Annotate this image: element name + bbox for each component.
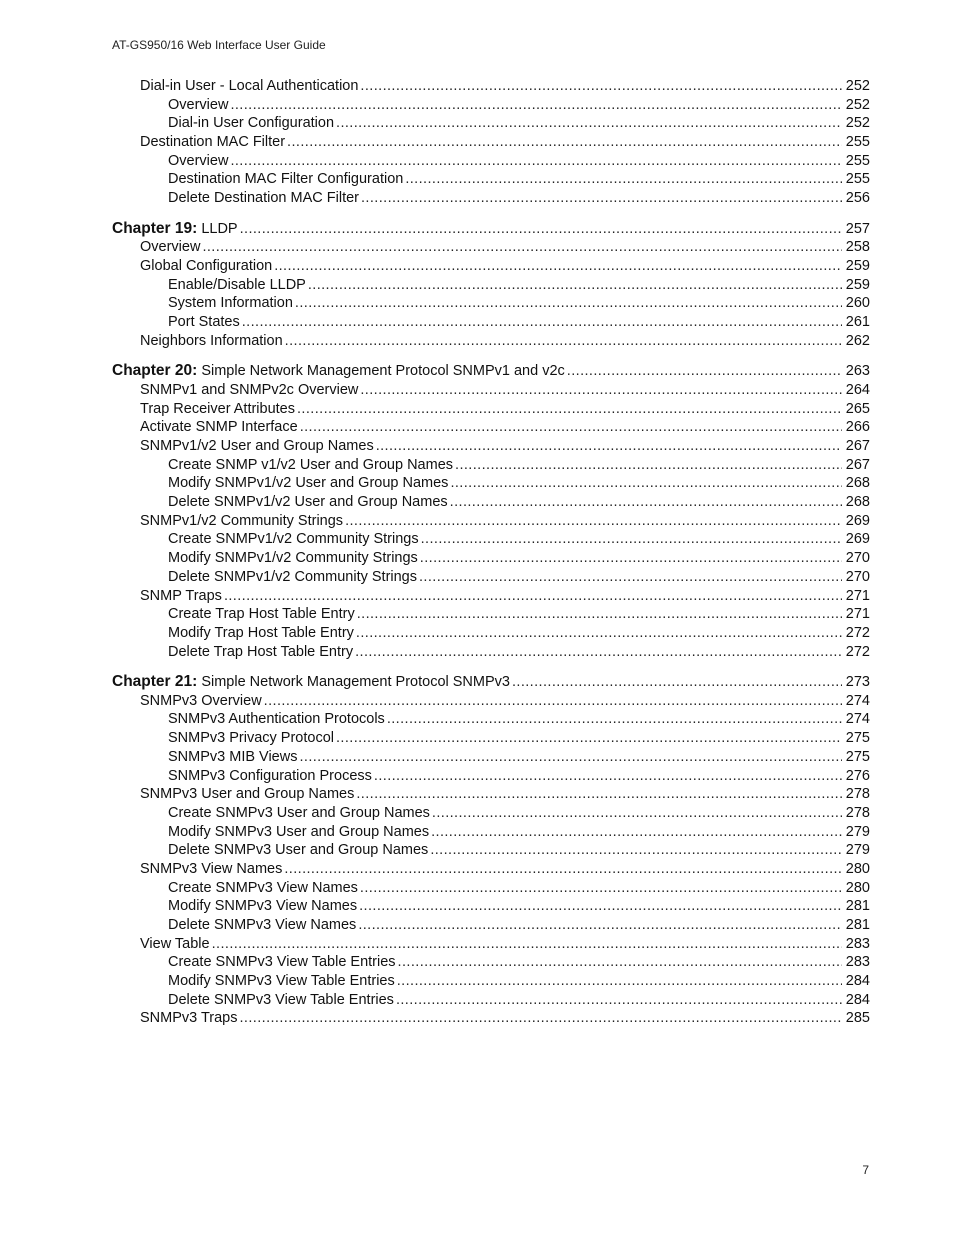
dot-leader xyxy=(405,171,842,187)
toc-section-entry[interactable] xyxy=(112,936,870,955)
entry-page-number: 262 xyxy=(845,332,870,349)
toc-subsection-entry[interactable] xyxy=(112,768,870,787)
dot-leader xyxy=(360,880,842,896)
entry-page-number: 266 xyxy=(845,419,870,436)
toc-subsection-entry[interactable] xyxy=(112,295,870,314)
entry-title: Delete SNMPv1/v2 User and Group Names xyxy=(168,494,448,511)
entry-page-number: 272 xyxy=(845,624,870,641)
chapter-title: Simple Network Management Protocol SNMPv3 xyxy=(201,674,510,691)
entry-page-number: 259 xyxy=(845,258,870,274)
entry-page-number: 284 xyxy=(845,991,870,1008)
dot-leader xyxy=(431,824,842,840)
entry-title: Trap Receiver Attributes xyxy=(140,400,295,417)
toc-subsection-entry[interactable] xyxy=(112,842,870,861)
page-number: 7 xyxy=(862,1163,869,1177)
entry-page-number: 252 xyxy=(845,78,870,94)
chapter-title: Simple Network Management Protocol SNMPv1 and v2c xyxy=(201,363,565,380)
dot-leader xyxy=(284,861,842,877)
entry-title: Dial-in User Configuration xyxy=(168,115,335,132)
entry-page-number: 270 xyxy=(845,550,870,567)
entry-title: Enable/Disable LLDP xyxy=(168,276,306,293)
dot-leader xyxy=(345,513,842,529)
entry-page-number: 252 xyxy=(845,96,870,113)
entry-page-number: 278 xyxy=(845,786,870,803)
dot-leader xyxy=(396,992,842,1008)
dot-leader xyxy=(299,749,842,765)
toc-chapter-block xyxy=(112,78,870,209)
chapter-number: Chapter 19: xyxy=(112,219,198,237)
dot-leader xyxy=(285,333,842,349)
entry-page-number: 272 xyxy=(845,643,870,660)
entry-title: Create SNMP v1/v2 User and Group Names xyxy=(168,456,454,473)
entry-page-number: 252 xyxy=(845,115,870,132)
entry-title: Delete SNMPv3 View Table Entries xyxy=(168,991,394,1008)
entry-page-number: 267 xyxy=(845,456,870,473)
toc-subsection-entry[interactable] xyxy=(112,625,870,644)
dot-leader xyxy=(230,97,842,113)
entry-page-number: 280 xyxy=(845,879,870,896)
toc-section-entry[interactable] xyxy=(112,258,870,277)
toc-section-entry[interactable] xyxy=(112,438,870,457)
dot-leader xyxy=(450,494,842,510)
dot-leader xyxy=(455,457,842,473)
entry-page-number: 255 xyxy=(845,134,870,151)
toc-subsection-entry[interactable] xyxy=(112,917,870,936)
toc-subsection-entry[interactable] xyxy=(112,898,870,917)
toc-section-entry[interactable] xyxy=(112,134,870,153)
entry-page-number: 260 xyxy=(845,295,870,312)
entry-title: Create SNMPv3 User and Group Names xyxy=(168,804,430,821)
entry-page-number: 259 xyxy=(845,276,870,293)
dot-leader xyxy=(242,314,842,330)
dot-leader xyxy=(264,693,842,709)
toc-subsection-entry[interactable] xyxy=(112,992,870,1011)
entry-page-number: 276 xyxy=(845,767,870,784)
dot-leader xyxy=(450,475,842,491)
entry-title: Delete SNMPv3 User and Group Names xyxy=(168,842,429,859)
entry-page-number: 283 xyxy=(845,935,870,952)
entry-page-number: 279 xyxy=(845,842,870,859)
toc-subsection-entry[interactable] xyxy=(112,550,870,569)
toc-subsection-entry[interactable] xyxy=(112,749,870,768)
entry-title: SNMPv3 MIB Views xyxy=(168,748,298,765)
entry-title: Port States xyxy=(168,314,240,331)
entry-title: SNMPv3 Configuration Process xyxy=(168,767,372,784)
toc-subsection-entry[interactable] xyxy=(112,880,870,899)
entry-page-number: 284 xyxy=(845,973,870,990)
entry-title: Create Trap Host Table Entry xyxy=(168,606,355,623)
toc-section-entry[interactable] xyxy=(112,78,870,97)
entry-title: SNMPv1 and SNMPv2c Overview xyxy=(140,381,359,398)
entry-title: SNMPv3 Authentication Protocols xyxy=(168,711,385,728)
entry-page-number: 268 xyxy=(845,475,870,492)
dot-leader xyxy=(202,239,842,255)
entry-page-number: 256 xyxy=(845,190,870,207)
toc-subsection-entry[interactable] xyxy=(112,606,870,625)
entry-title: SNMPv3 User and Group Names xyxy=(140,786,355,803)
toc-subsection-entry[interactable] xyxy=(112,153,870,172)
entry-page-number: 270 xyxy=(845,568,870,585)
running-header: AT-GS950/16 Web Interface User Guide xyxy=(112,38,326,52)
entry-title: Overview xyxy=(168,152,229,169)
entry-page-number: 275 xyxy=(845,748,870,765)
toc-subsection-entry[interactable] xyxy=(112,115,870,134)
entry-title: SNMPv3 Traps xyxy=(140,1010,238,1027)
entry-title: Delete Trap Host Table Entry xyxy=(168,643,354,660)
entry-title: Modify SNMPv1/v2 User and Group Names xyxy=(168,475,449,492)
entry-page-number: 261 xyxy=(845,314,870,331)
dot-leader xyxy=(356,786,842,802)
toc-section-entry[interactable] xyxy=(112,861,870,880)
entry-title: Overview xyxy=(140,239,201,256)
entry-page-number: 283 xyxy=(845,954,870,971)
dot-leader xyxy=(430,842,842,858)
entry-title: Modify Trap Host Table Entry xyxy=(168,624,354,641)
toc-subsection-entry[interactable] xyxy=(112,711,870,730)
entry-page-number: 264 xyxy=(845,381,870,398)
entry-title: Destination MAC Filter Configuration xyxy=(168,171,404,188)
toc-subsection-entry[interactable] xyxy=(112,277,870,296)
chapter-page-number: 273 xyxy=(845,674,870,691)
toc-chapter-entry[interactable] xyxy=(112,220,870,240)
entry-title: System Information xyxy=(168,295,293,312)
entry-page-number: 269 xyxy=(845,512,870,529)
chapter-title: LLDP xyxy=(201,220,238,237)
toc-subsection-entry[interactable] xyxy=(112,954,870,973)
toc-section-entry[interactable] xyxy=(112,382,870,401)
toc-chapter-block xyxy=(112,220,870,352)
dot-leader xyxy=(420,550,842,566)
toc-subsection-entry[interactable] xyxy=(112,824,870,843)
dot-leader xyxy=(240,221,842,237)
toc-subsection-entry[interactable] xyxy=(112,171,870,190)
toc-subsection-entry[interactable] xyxy=(112,97,870,116)
dot-leader xyxy=(295,295,842,311)
toc-subsection-entry[interactable] xyxy=(112,475,870,494)
dot-leader xyxy=(274,258,842,274)
entry-page-number: 274 xyxy=(845,692,870,709)
entry-page-number: 271 xyxy=(845,606,870,623)
toc-subsection-entry[interactable] xyxy=(112,805,870,824)
toc-section-entry[interactable] xyxy=(112,333,870,352)
dot-leader xyxy=(240,1010,843,1026)
toc-section-entry[interactable] xyxy=(112,239,870,258)
entry-page-number: 255 xyxy=(845,171,870,188)
dot-leader xyxy=(421,531,842,547)
dot-leader xyxy=(359,898,842,914)
entry-title: Delete SNMPv3 View Names xyxy=(168,917,357,933)
toc-section-entry[interactable] xyxy=(112,513,870,532)
toc-chapter-block xyxy=(112,673,870,1029)
toc-subsection-entry[interactable] xyxy=(112,494,870,513)
dot-leader xyxy=(387,711,842,727)
entry-page-number: 285 xyxy=(845,1010,870,1027)
dot-leader xyxy=(398,954,842,970)
toc-chapter-block xyxy=(112,362,870,662)
toc-subsection-entry[interactable] xyxy=(112,457,870,476)
entry-title: SNMPv3 Privacy Protocol xyxy=(168,730,334,747)
entry-page-number: 275 xyxy=(845,730,870,747)
dot-leader xyxy=(360,382,842,398)
toc-section-entry[interactable] xyxy=(112,419,870,438)
entry-title: Modify SNMPv3 View Names xyxy=(168,898,358,915)
entry-title: View Table xyxy=(140,935,210,952)
entry-page-number: 265 xyxy=(845,400,870,417)
dot-leader xyxy=(358,917,842,933)
dot-leader xyxy=(357,606,842,622)
dot-leader xyxy=(230,153,842,169)
entry-title: SNMPv1/v2 User and Group Names xyxy=(140,438,374,454)
entry-page-number: 281 xyxy=(845,898,870,915)
entry-page-number: 269 xyxy=(845,531,870,548)
toc-subsection-entry[interactable] xyxy=(112,973,870,992)
entry-title: Create SNMPv3 View Names xyxy=(168,879,358,896)
entry-title: SNMP Traps xyxy=(140,587,222,604)
dot-leader xyxy=(297,401,842,417)
toc-section-entry[interactable] xyxy=(112,693,870,712)
dot-leader xyxy=(224,588,842,604)
entry-title: SNMPv3 View Names xyxy=(140,860,283,877)
entry-title: Create SNMPv1/v2 Community Strings xyxy=(168,531,419,548)
dot-leader xyxy=(212,936,842,952)
dot-leader xyxy=(355,644,842,660)
toc-section-entry[interactable] xyxy=(112,401,870,420)
entry-title: Modify SNMPv1/v2 Community Strings xyxy=(168,550,418,567)
chapter-number: Chapter 21: xyxy=(112,673,198,691)
entry-title: Global Configuration xyxy=(140,258,273,274)
table-of-contents xyxy=(112,78,870,1029)
entry-title: SNMPv3 Overview xyxy=(140,692,262,709)
toc-section-entry[interactable] xyxy=(112,1010,870,1029)
dot-leader xyxy=(376,438,842,454)
dot-leader xyxy=(361,190,842,206)
entry-page-number: 281 xyxy=(845,917,870,933)
toc-subsection-entry[interactable] xyxy=(112,730,870,749)
toc-section-entry[interactable] xyxy=(112,786,870,805)
toc-section-entry[interactable] xyxy=(112,588,870,607)
dot-leader xyxy=(336,730,842,746)
dot-leader xyxy=(512,674,842,690)
entry-page-number: 268 xyxy=(845,494,870,511)
chapter-page-number: 263 xyxy=(845,363,870,380)
entry-title: Destination MAC Filter xyxy=(140,134,286,151)
toc-chapter-entry[interactable] xyxy=(112,362,870,382)
toc-subsection-entry[interactable] xyxy=(112,644,870,663)
entry-page-number: 274 xyxy=(845,711,870,728)
entry-title: Delete Destination MAC Filter xyxy=(168,190,359,207)
entry-title: Delete SNMPv1/v2 Community Strings xyxy=(168,568,417,585)
entry-page-number: 267 xyxy=(845,438,870,454)
entry-page-number: 255 xyxy=(845,152,870,169)
dot-leader xyxy=(432,805,842,821)
dot-leader xyxy=(360,78,842,94)
entry-page-number: 280 xyxy=(845,860,870,877)
entry-page-number: 271 xyxy=(845,587,870,604)
entry-title: Neighbors Information xyxy=(140,332,283,349)
entry-title: Overview xyxy=(168,96,229,113)
entry-title: Create SNMPv3 View Table Entries xyxy=(168,954,396,971)
dot-leader xyxy=(336,115,842,131)
entry-title: Modify SNMPv3 View Table Entries xyxy=(168,973,395,990)
dot-leader xyxy=(567,363,842,379)
dot-leader xyxy=(419,569,842,585)
entry-page-number: 258 xyxy=(845,239,870,256)
entry-page-number: 278 xyxy=(845,804,870,821)
entry-title: Activate SNMP Interface xyxy=(140,419,298,436)
toc-chapter-entry[interactable] xyxy=(112,673,870,693)
entry-title: Dial-in User - Local Authentication xyxy=(140,78,359,94)
toc-subsection-entry[interactable] xyxy=(112,531,870,550)
dot-leader xyxy=(356,625,842,641)
chapter-page-number: 257 xyxy=(845,220,870,237)
dot-leader xyxy=(374,768,842,784)
entry-page-number: 279 xyxy=(845,823,870,840)
chapter-number: Chapter 20: xyxy=(112,362,198,380)
toc-subsection-entry[interactable] xyxy=(112,569,870,588)
dot-leader xyxy=(300,419,842,435)
dot-leader xyxy=(308,277,842,293)
toc-subsection-entry[interactable] xyxy=(112,190,870,209)
entry-title: Modify SNMPv3 User and Group Names xyxy=(168,823,430,840)
dot-leader xyxy=(397,973,842,989)
dot-leader xyxy=(287,134,842,150)
entry-title: SNMPv1/v2 Community Strings xyxy=(140,512,344,529)
toc-subsection-entry[interactable] xyxy=(112,314,870,333)
